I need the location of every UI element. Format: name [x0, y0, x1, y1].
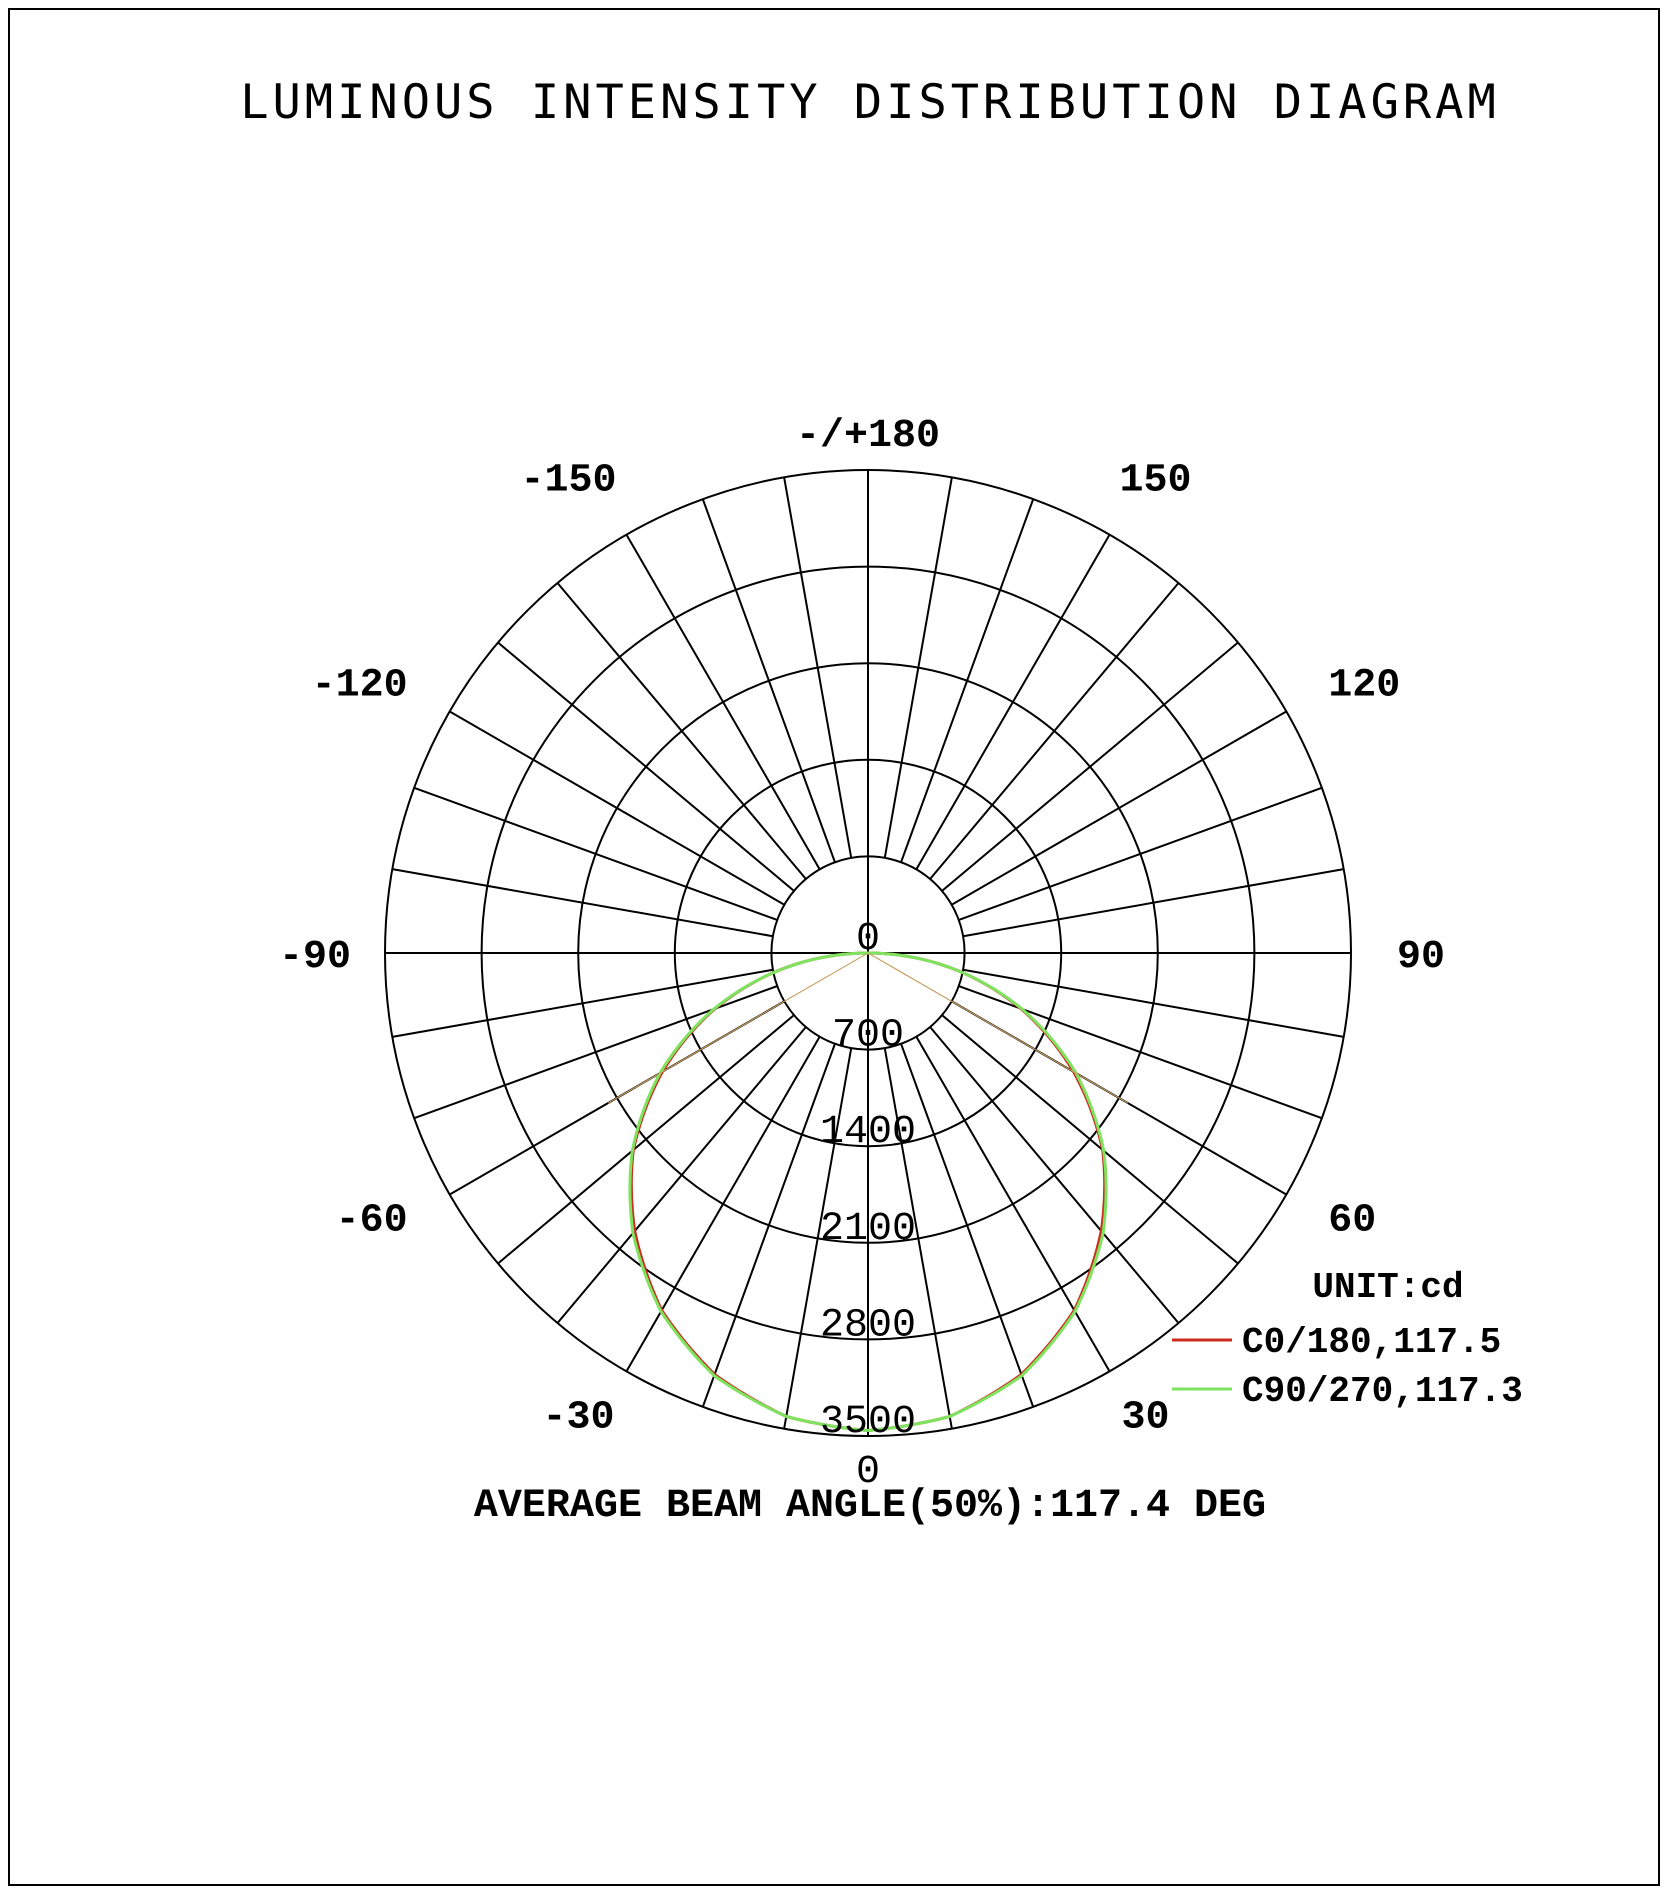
grid-spoke--140: [558, 583, 806, 879]
angle-label: 90: [1396, 935, 1446, 980]
grid-spoke--110: [414, 788, 777, 920]
grid-spoke-120: [952, 712, 1287, 905]
legend-unit-label: UNIT:cd: [1312, 1267, 1464, 1308]
angle-label: 150: [1119, 458, 1192, 504]
grid-spoke--20: [703, 1044, 835, 1407]
grid-spoke--130: [498, 643, 794, 891]
radial-tick-label: 3500: [819, 1400, 917, 1445]
grid-spoke-40: [930, 1027, 1178, 1323]
grid-spoke--80: [392, 970, 773, 1037]
angle-label: 120: [1328, 663, 1401, 709]
grid-spoke-50: [942, 1015, 1238, 1263]
grid-spoke-160: [901, 499, 1033, 862]
legend-entry-c0-180: C0/180,117.5: [1242, 1322, 1502, 1363]
angle-label: -120: [311, 663, 408, 709]
grid-spoke-70: [959, 986, 1322, 1118]
grid-spoke-140: [930, 583, 1178, 879]
radial-tick-label: 2100: [819, 1206, 917, 1252]
grid-spoke--120: [450, 712, 785, 905]
axis-bottom-label: 0: [855, 1450, 881, 1495]
grid-spoke--100: [392, 869, 773, 936]
angle-label: -/+180: [795, 414, 941, 459]
grid-spoke--50: [498, 1015, 794, 1263]
grid-spoke--170: [784, 477, 851, 858]
legend-entry-c90-270: C90/270,117.3: [1242, 1371, 1523, 1412]
angle-label: -150: [520, 458, 617, 504]
grid-spoke-150: [916, 535, 1109, 870]
grid-spoke-100: [963, 869, 1344, 936]
grid-spoke-110: [959, 788, 1322, 920]
beam-angle-footer: AVERAGE BEAM ANGLE(50%):117.4 DEG: [473, 1484, 1267, 1529]
angle-label: -30: [542, 1395, 615, 1441]
grid-spoke-20: [901, 1044, 1033, 1407]
legend: [1172, 1267, 1523, 1412]
grid-spoke--150: [627, 535, 820, 870]
grid-spoke-170: [885, 477, 952, 858]
angle-label: 60: [1328, 1198, 1377, 1244]
grid-spoke-130: [942, 643, 1238, 891]
grid-spoke--40: [558, 1027, 806, 1323]
grid-spoke--160: [703, 499, 835, 862]
angle-label: -90: [278, 935, 352, 980]
grid-spoke-80: [963, 970, 1344, 1037]
chart-title: LUMINOUS INTENSITY DISTRIBUTION DIAGRAM: [240, 75, 1500, 130]
angle-label: -60: [335, 1198, 408, 1244]
radial-tick-label: 1400: [819, 1110, 917, 1156]
angle-label: 30: [1121, 1395, 1170, 1441]
grid-spoke--70: [414, 986, 777, 1118]
radial-tick-label: 2800: [819, 1303, 917, 1349]
radial-tick-label: 700: [831, 1013, 905, 1059]
radial-tick-label: 0: [855, 917, 881, 962]
